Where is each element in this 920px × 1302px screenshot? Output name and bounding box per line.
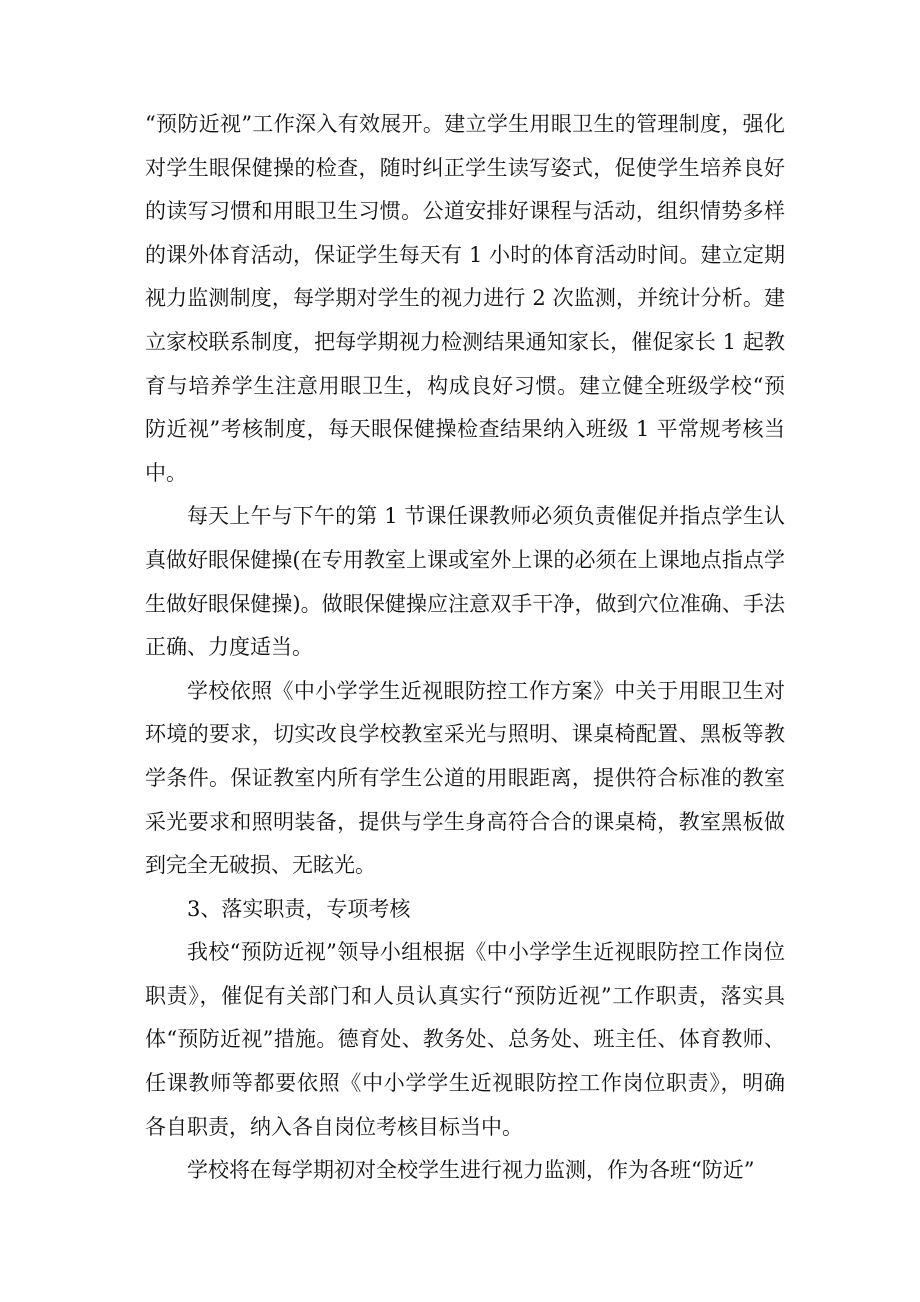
paragraph-5: 学校将在每学期初对全校学生进行视力监测，作为各班“防近” (187, 1158, 755, 1183)
section-heading-3: 3、落实职责，专项考核 (187, 896, 411, 921)
paragraph-3: 学校依照《中小学学生近视眼防控工作方案》中关于用眼卫生对环境的要求，切实改良学校教室采光与照明、课桌椅配置、黑板等教学条件。保证教室内所有学生公道的用眼距离，提供符合标准的教室采光要求和照明装备，提供与学生身高符合合的课桌椅，教室黑板做到完全无破损、无眩光。 (145, 678, 785, 878)
paragraph-2: 每天上午与下午的第 1 节课任课教师必须负责催促并指点学生认真做好眼保健操(在专用教室上课或室外上课的必须在上课地点指点学生做好眼保健操)。做眼保健操应注意双手干净，做到穴位准确、手法正确、力度适当。 (145, 504, 785, 660)
paragraph-4: 我校“预防近视”领导小组根据《中小学学生近视眼防控工作岗位职责》，催促有关部门和人员认真实行“预防近视”工作职责，落实具体“预防近视”措施。德育处、教务处、总务处、班主任、体育教师、任课教师等都要依照《中小学学生近视眼防控工作岗位职责》，明确各自职责，纳入各自岗位考核目标当中。 (145, 940, 785, 1139)
document-body (145, 103, 785, 1193)
paragraph-1: “预防近视”工作深入有效展开。建立学生用眼卫生的管理制度，强化对学生眼保健操的检查，随时纠正学生读写姿式，促使学生培养良好的读写习惯和用眼卫生习惯。公道安排好课程与活动，组织情势多样的课外体育活动，保证学生每天有 1 小时的体育活动时间。建立定期视力监测制度，每学期对学生的视力进行 2 次监测，并统计分析。建立家校联系制度，把每学期视力检测结果通知家长，催促家长 1 起教育与培养学生注意用眼卫生，构成良好习惯。建立健全班级学校“预防近视”考核制度，每天眼保健操检查结果纳入班级 1 平常规考核当中。 (145, 112, 785, 485)
